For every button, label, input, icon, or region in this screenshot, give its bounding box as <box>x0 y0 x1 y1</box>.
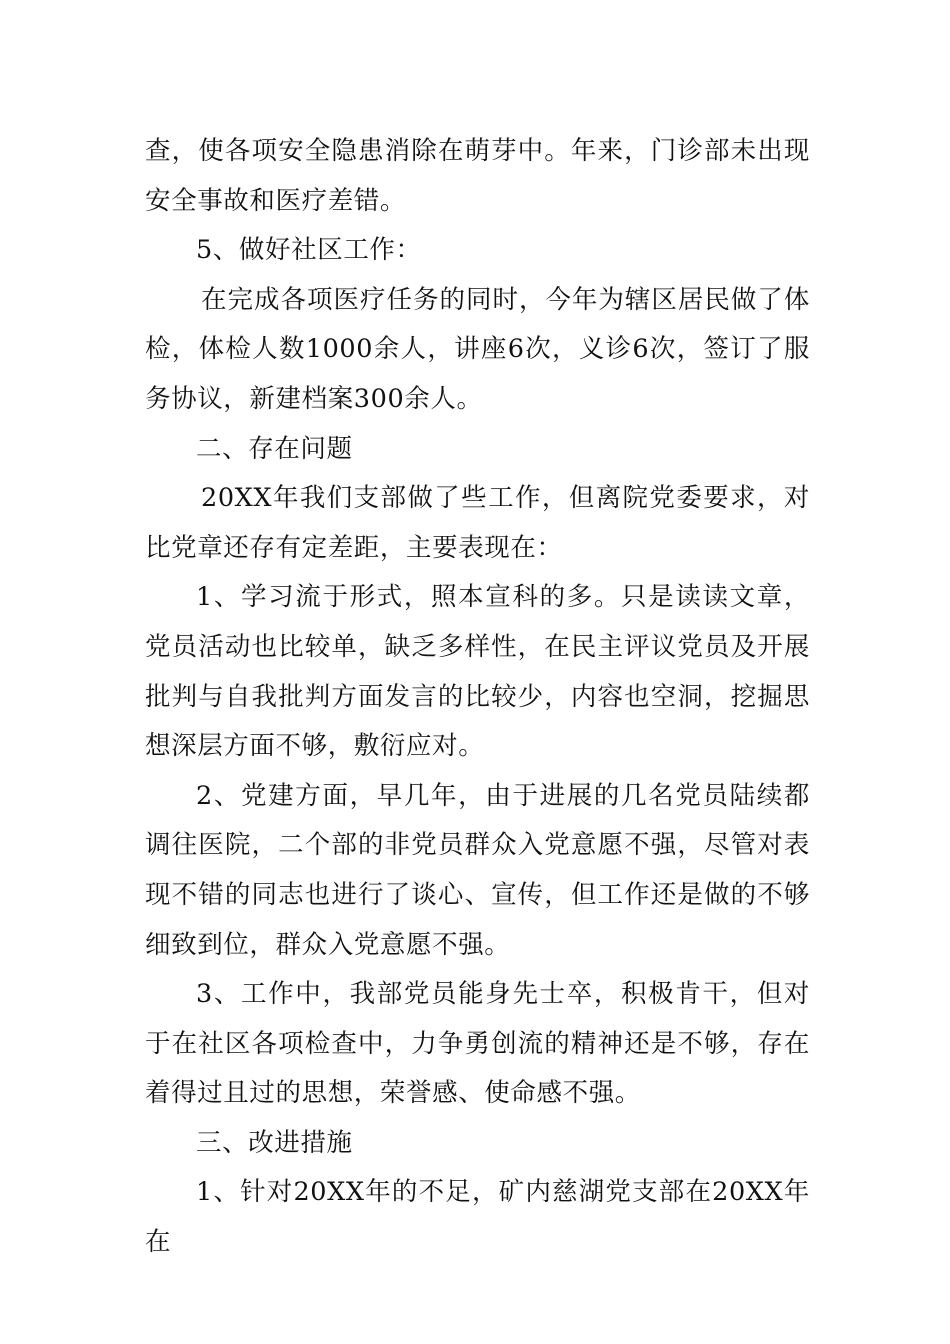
paragraph-safety-check: 查，使各项安全隐患消除在萌芽中。年来，门诊部未出现安全事故和医疗差错。 <box>145 136 810 216</box>
paragraph-problem-3: 3、工作中，我部党员能身先士卒，积极肯干，但对于在社区各项检查中，力争勇创流的精神还是不够，存在着得过且过的思想，荣誉感、使命感不强。 <box>145 979 810 1109</box>
section-heading-improvements: 三、改进措施 <box>196 1127 353 1158</box>
paragraph-problems-intro: 20XX年我们支部做了些工作，但离院党委要求，对比党章还存有定差距，主要表现在： <box>145 483 810 563</box>
paragraph-problem-1: 1、学习流于形式，照本宣科的多。只是读读文章，党员活动也比较单，缺乏多样性，在民主评议党员及开展批判与自我批判方面发言的比较少，内容也空洞，挖掘思想深层方面不够，敷衍应对。 <box>145 582 810 762</box>
section-heading-problems: 二、存在问题 <box>196 433 353 464</box>
paragraph-community-heading: 5、做好社区工作： <box>196 235 422 266</box>
document-body <box>145 127 810 1268</box>
paragraph-improvement-1: 1、针对20XX年的不足，矿内慈湖党支部在20XX年在 <box>145 1177 810 1258</box>
paragraph-community-work: 在完成各项医疗任务的同时，今年为辖区居民做了体检，体检人数1000余人，讲座6次，义诊6次，签订了服务协议，新建档案300余人。 <box>145 284 810 414</box>
paragraph-problem-2: 2、党建方面，早几年，由于进展的几名党员陆续都调往医院，二个部的非党员群众入党意愿不强，尽管对表现不错的同志也进行了谈心、宣传，但工作还是做的不够细致到位，群众入党意愿不强。 <box>145 780 810 960</box>
